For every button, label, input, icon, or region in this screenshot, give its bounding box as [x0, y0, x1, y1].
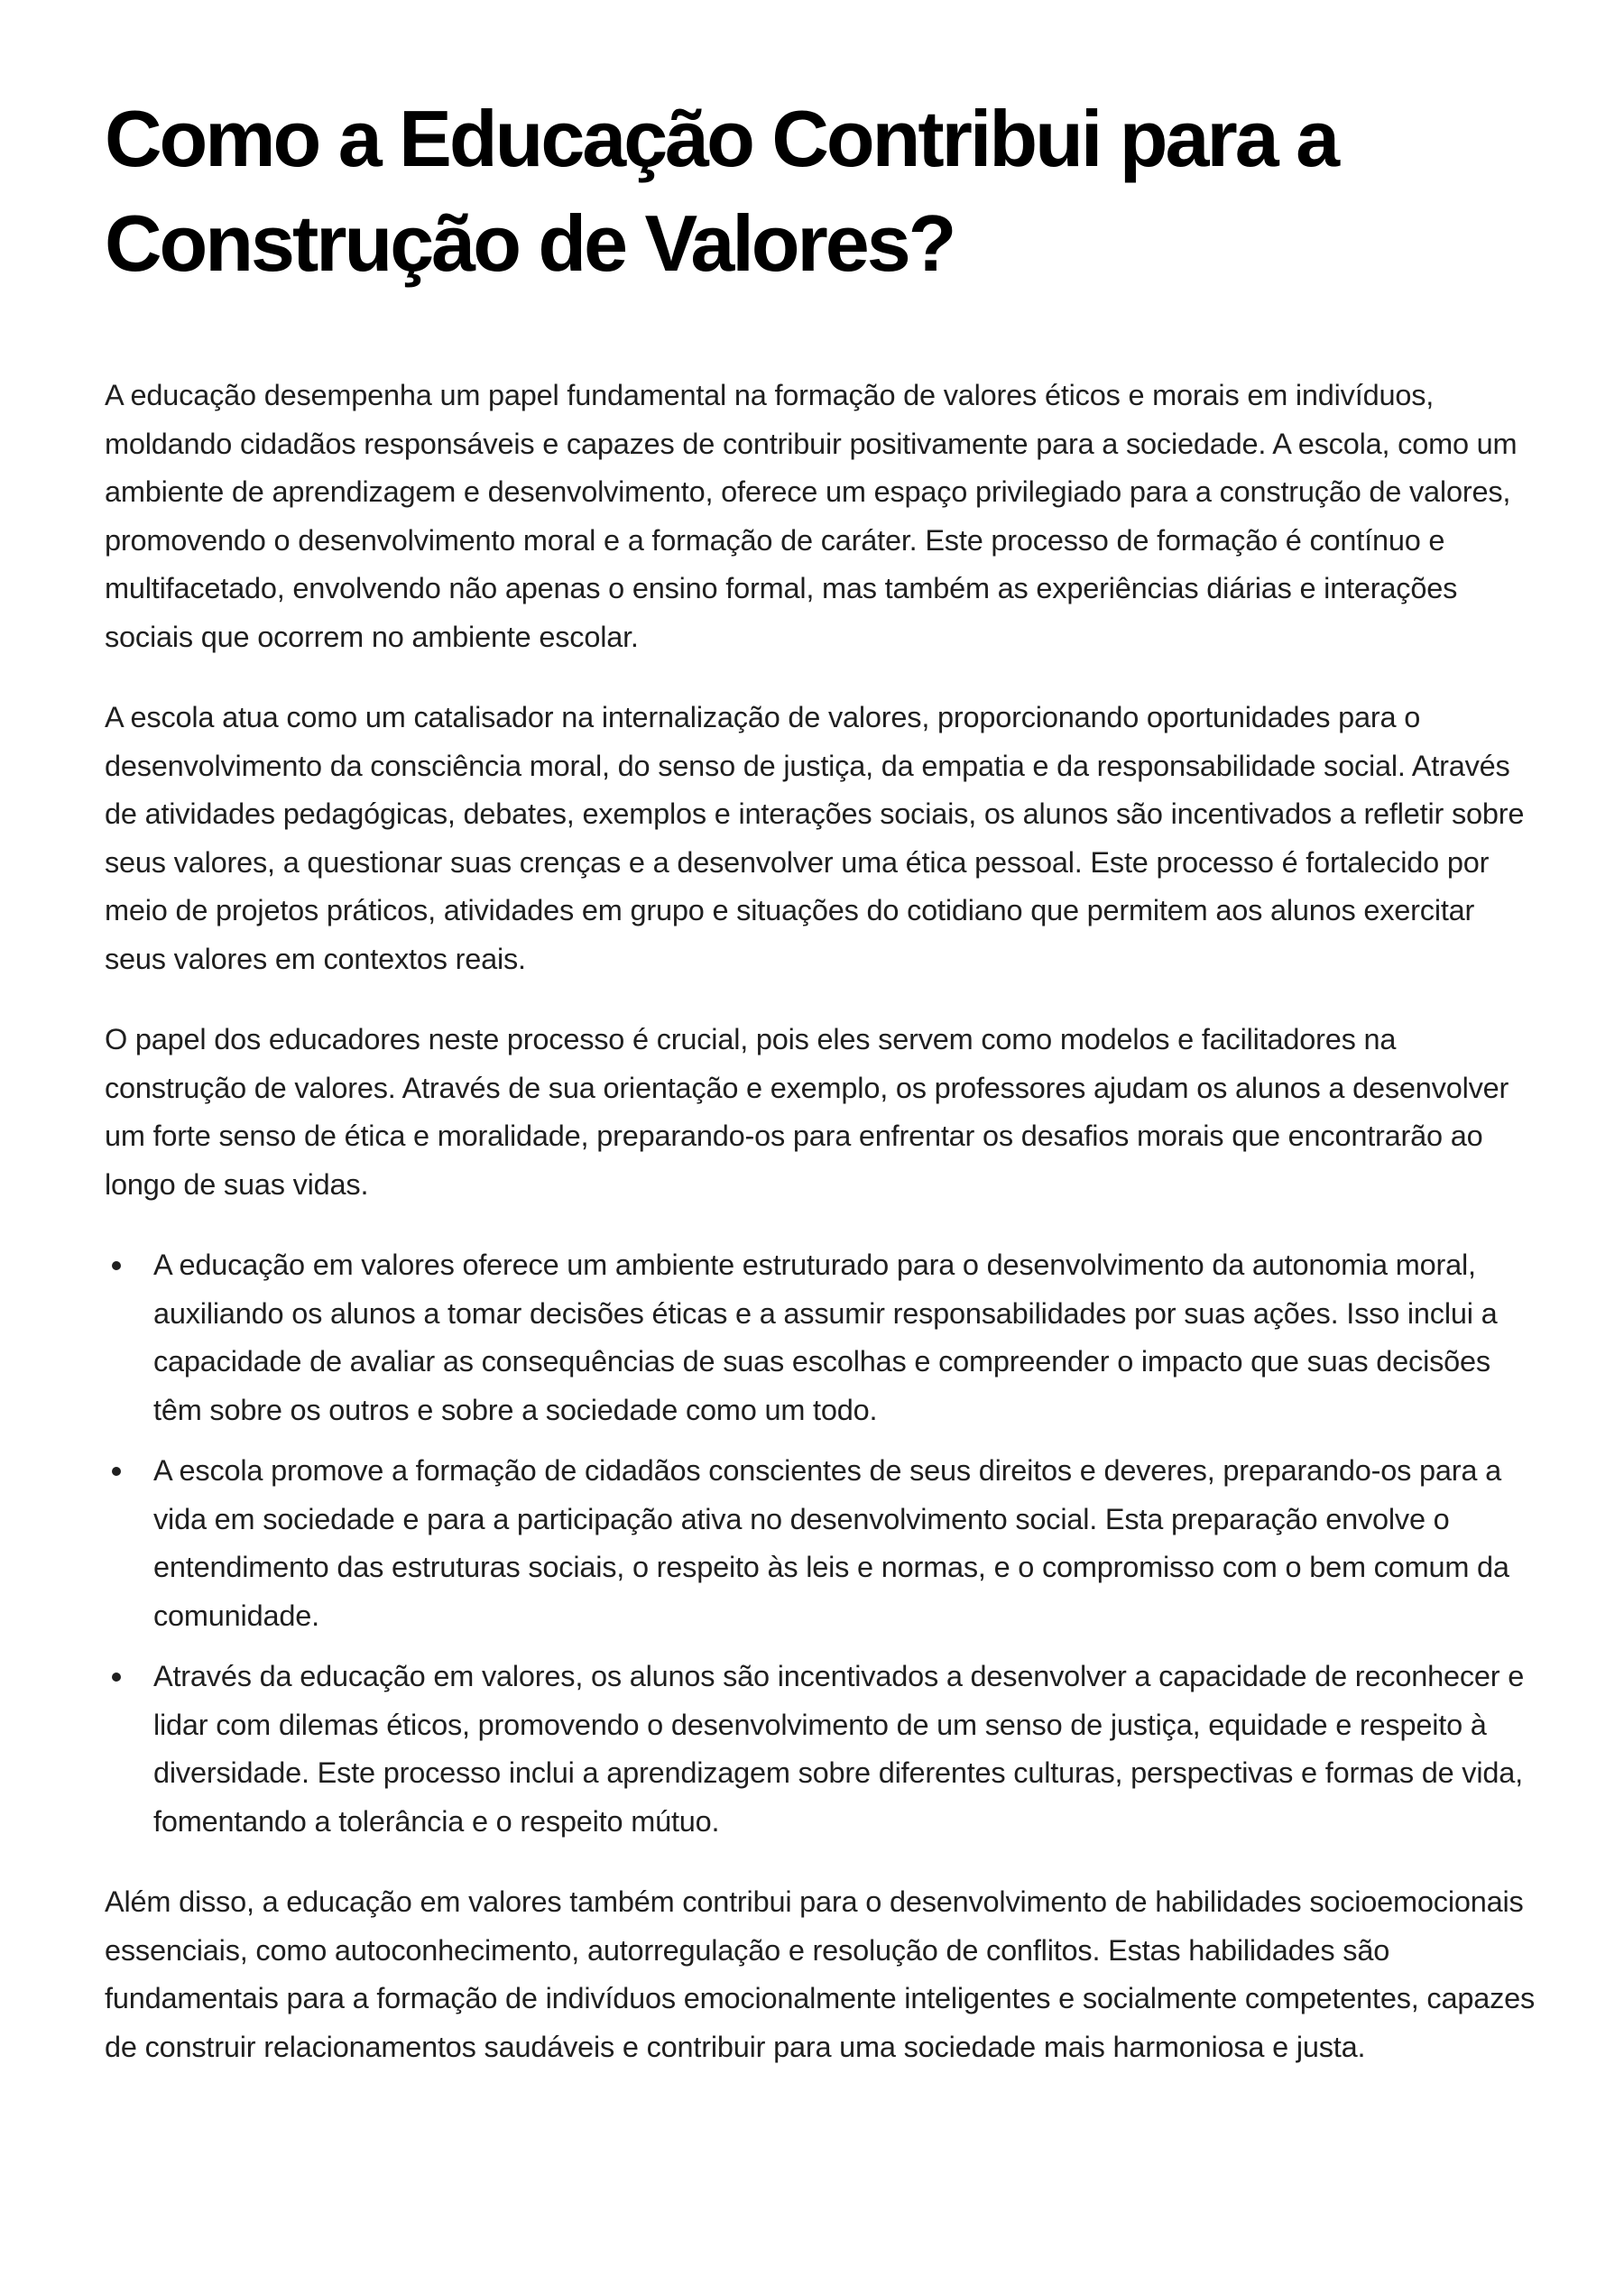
list-item-text: Através da educação em valores, os alunos são incentivados a desenvolver a capacidade de reconhecer e lidar com dilemas éticos, promovendo o desenvolvimento de um senso de justiça, equidade e respeito à diversidade. Este processo inclui a aprendizagem sobre diferentes culturas, perspectivas e formas de vida, fomentando a tolerância e o respeito mútuo.: [153, 1660, 1525, 1838]
list-item: [105, 1653, 1539, 1846]
bullet-dot-icon: [112, 1261, 121, 1270]
list-item: [105, 1241, 1539, 1434]
bullet-list: [105, 1241, 1539, 1846]
school-role-paragraph: A escola atua como um catalisador na internalização de valores, proporcionando oportunidades para o desenvolvimento da consciência moral, do senso de justiça, da empatia e da responsabilidade social. Através de atividades pedagógicas, debates, exemplos e interações sociais, os alunos são incentivados a refletir sobre seus valores, a questionar suas crenças e a desenvolver uma ética pessoal. Este processo é fortalecido por meio de projetos práticos, atividades em grupo e situações do cotidiano que permitem aos alunos exercitar seus valores em contextos reais.: [105, 701, 1525, 975]
list-item-text: A escola promove a formação de cidadãos conscientes de seus direitos e deveres, preparando-os para a vida em sociedade e para a participação ativa no desenvolvimento social. Esta preparação envolve o entendimento das estruturas sociais, o respeito às leis e normas, e o compromisso com o bem comum da comunidade.: [153, 1454, 1509, 1632]
list-item: [105, 1447, 1539, 1640]
intro-paragraph: A educação desempenha um papel fundamental na formação de valores éticos e morais em indivíduos, moldando cidadãos responsáveis e capazes de contribuir positivamente para a sociedade. A escola, como um ambiente de aprendizagem e desenvolvimento, oferece um espaço privilegiado para a construção de valores, promovendo o desenvolvimento moral e a formação de caráter. Este processo de formação é contínuo e multifacetado, envolvendo não apenas o ensino formal, mas também as experiências diárias e interações sociais que ocorrem no ambiente escolar.: [105, 379, 1518, 653]
bullet-dot-icon: [112, 1467, 121, 1476]
closing-paragraph: Além disso, a educação em valores também contribui para o desenvolvimento de habilidades socioemocionais essenciais, como autoconhecimento, autorregulação e resolução de conflitos. Estas habilidades são fundamentais para a formação de indivíduos emocionalmente inteligentes e socialmente competentes, capazes de construir relacionamentos saudáveis e contribuir para uma sociedade mais harmoniosa e justa.: [105, 1885, 1536, 2063]
page-title: Como a Educação Contribui para a Construção de Valores?: [105, 94, 1338, 288]
document-page: [105, 87, 1539, 2104]
list-item-text: A educação em valores oferece um ambiente estruturado para o desenvolvimento da autonomia moral, auxiliando os alunos a tomar decisões éticas e a assumir responsabilidades por suas ações. Isso inclui a capacidade de avaliar as consequências de suas escolhas e compreender o impacto que suas decisões têm sobre os outros e sobre a sociedade como um todo.: [153, 1249, 1498, 1426]
educators-paragraph: O papel dos educadores neste processo é crucial, pois eles servem como modelos e facilitadores na construção de valores. Através de sua orientação e exemplo, os professores ajudam os alunos a desenvolver um forte senso de ética e moralidade, preparando-os para enfrentar os desafios morais que encontrarão ao longo de suas vidas.: [105, 1023, 1509, 1201]
bullet-dot-icon: [112, 1673, 121, 1682]
